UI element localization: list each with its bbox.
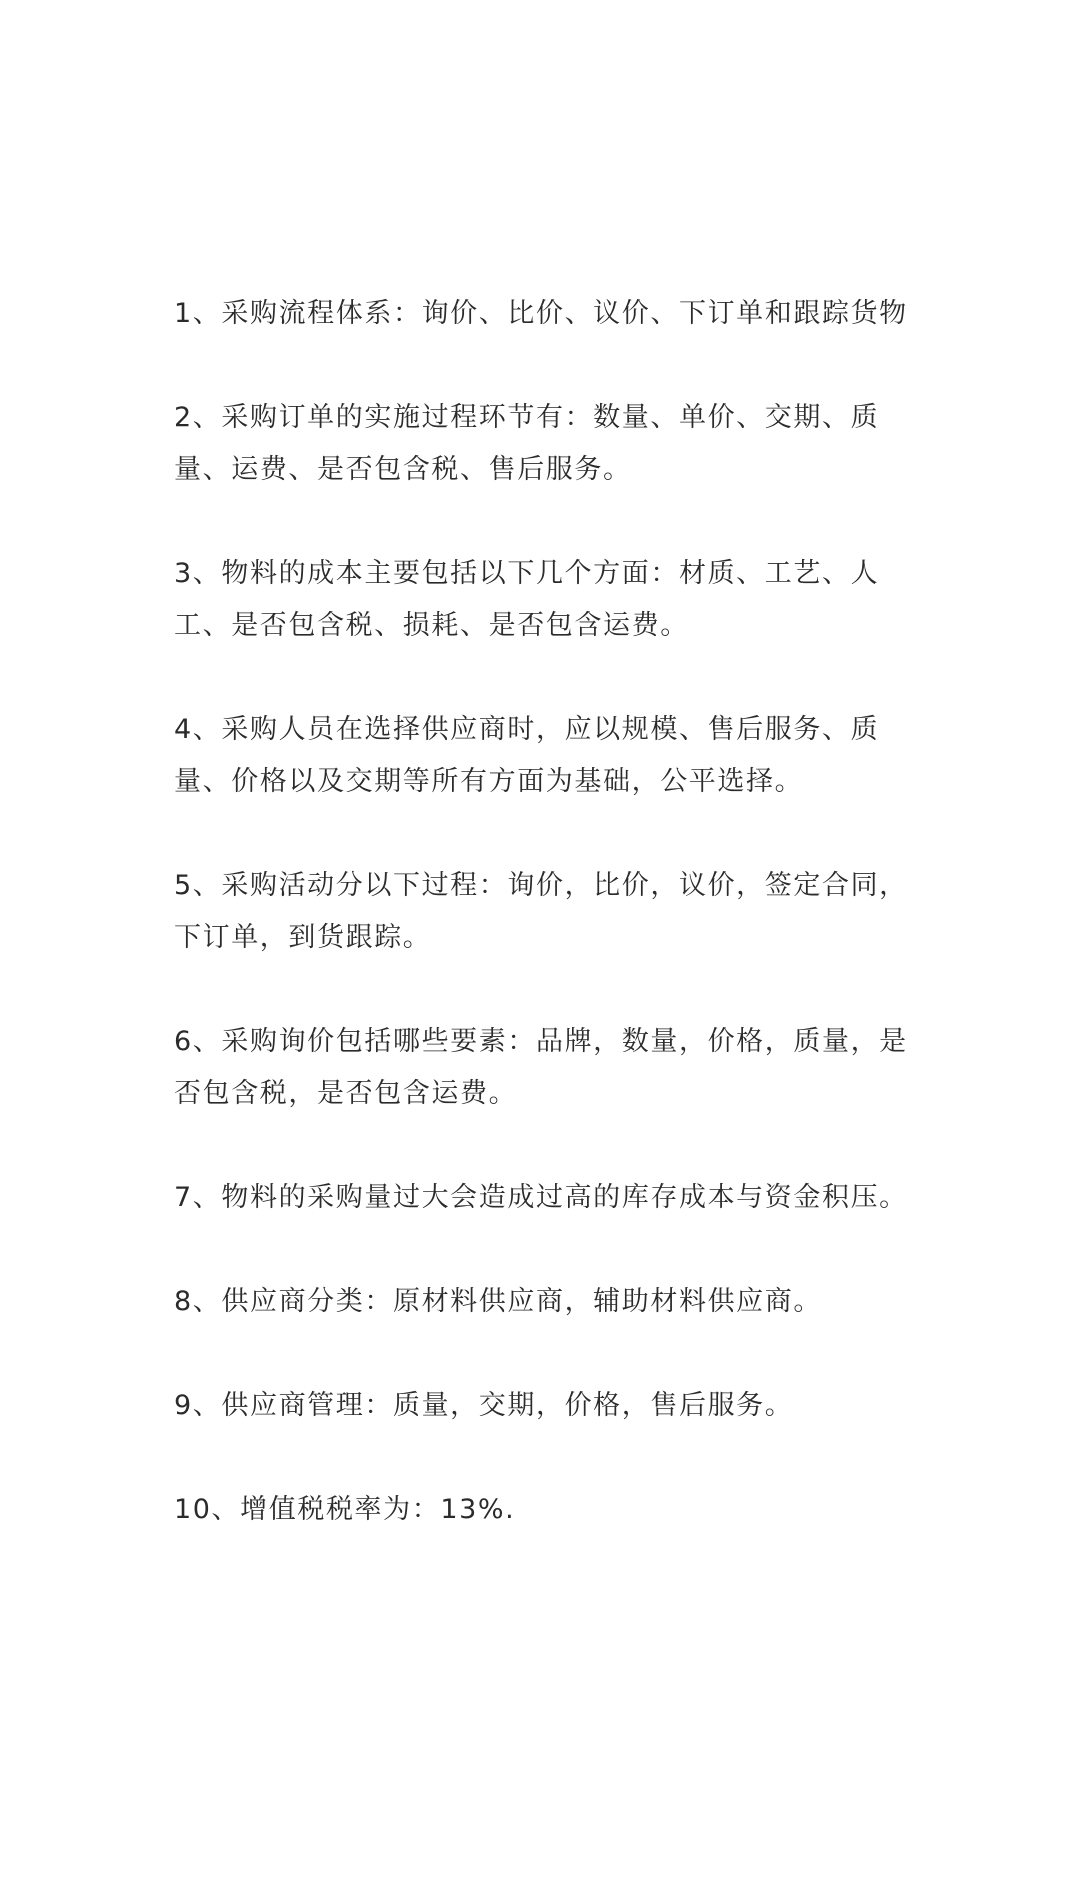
list-item: 4、采购人员在选择供应商时，应以规模、售后服务、质量、价格以及交期等所有方面为基础，公平选择。 (174, 714, 880, 797)
list-item: 8、供应商分类：原材料供应商，辅助材料供应商。 (174, 1286, 822, 1317)
list-item: 6、采购询价包括哪些要素：品牌，数量，价格，质量，是否包含税，是否包含运费。 (174, 1026, 908, 1109)
list-item: 5、采购活动分以下过程：询价，比价，议价，签定合同，下订单，到货跟踪。 (174, 870, 908, 953)
document-body (174, 288, 914, 1588)
list-item: 1、采购流程体系：询价、比价、议价、下订单和跟踪货物 (174, 298, 908, 329)
list-item: 9、供应商管理：质量，交期，价格，售后服务。 (174, 1390, 794, 1421)
list-item: 7、物料的采购量过大会造成过高的库存成本与资金积压。 (174, 1182, 908, 1213)
list-item: 2、采购订单的实施过程环节有：数量、单价、交期、质量、运费、是否包含税、售后服务。 (174, 402, 880, 485)
list-item: 3、物料的成本主要包括以下几个方面：材质、工艺、人工、是否包含税、损耗、是否包含运费。 (174, 558, 880, 641)
list-item: 10、增值税税率为：13%. (174, 1494, 516, 1525)
